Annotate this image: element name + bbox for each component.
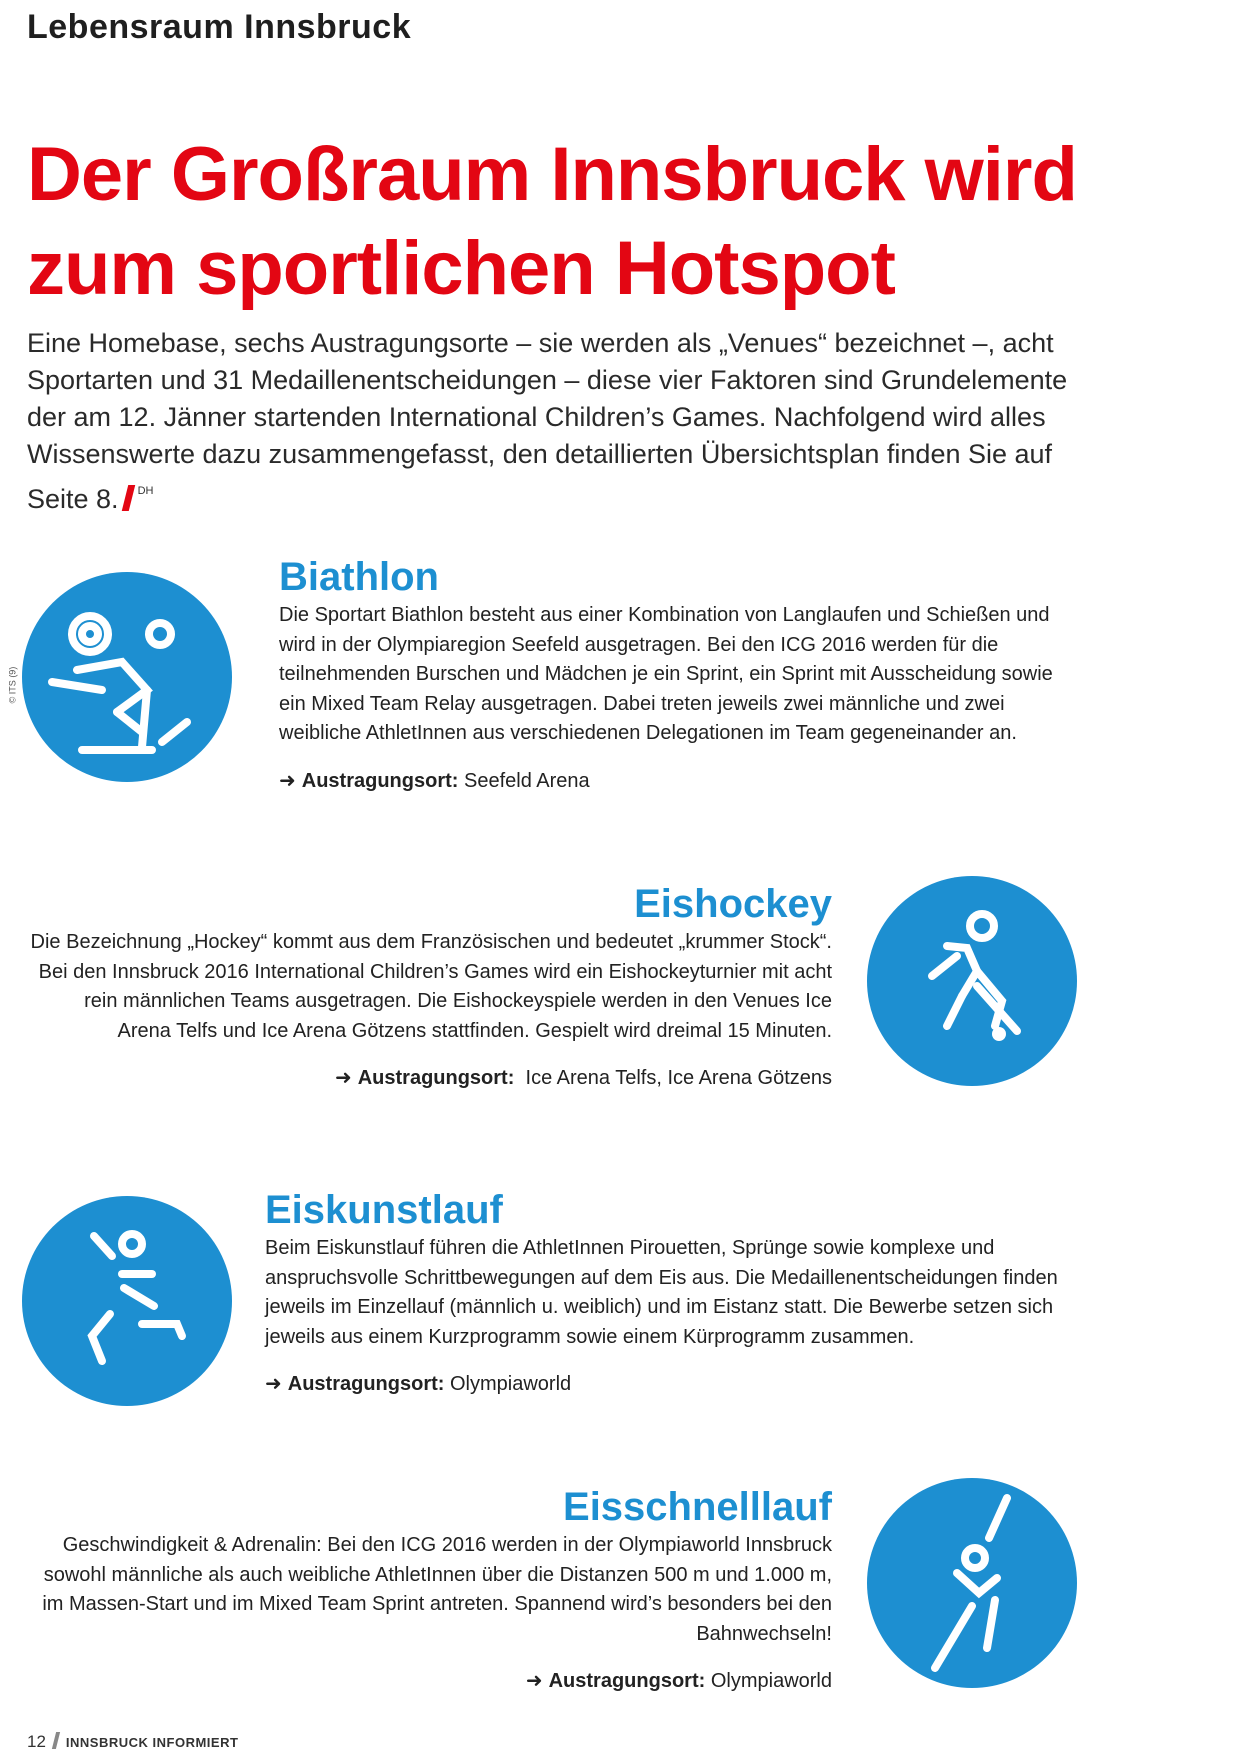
red-slash-marker xyxy=(121,485,134,511)
sport-title: Eishockey xyxy=(634,882,832,926)
page-number: 12 xyxy=(27,1732,46,1751)
sport-biathlon xyxy=(279,553,1059,796)
venue-value: Olympiaworld xyxy=(710,1670,832,1692)
figure-skating-icon xyxy=(22,1196,232,1406)
arrow-right-icon: ➜ xyxy=(525,1670,543,1692)
sport-title: Eiskunstlauf xyxy=(265,1188,503,1232)
arrow-right-icon: ➜ xyxy=(279,769,296,792)
sport-description: Geschwindigkeit & Adrenalin: Bei den ICG 2016 werden in der Olympiaworld Innsbruck sowohl männliche als auch weibliche AthletInnen über die Distanzen 500 m und 1.000 m, im Massen-Start und im Mixed Team Sprint antreten. Spannend wird’s besonders bei den Bahnwechseln! xyxy=(42,1534,832,1645)
intro-paragraph xyxy=(27,325,1087,518)
venue-value: Ice Arena Telfs, Ice Arena Götzens xyxy=(525,1067,832,1089)
sport-description: Beim Eiskunstlauf führen die AthletInnen Pirouetten, Sprünge sowie komplexe und anspruchsvolle Schrittbewegungen auf dem Eis aus. Die Medaillenentscheidungen finden jeweils im Einzellauf (männlich u. weiblich) und im Eistanz statt. Die Bewerbe setzen sich jeweils aus einem Kurzprogramm sowie einem Kürprogramm zusammen. xyxy=(265,1237,1058,1348)
biathlon-icon xyxy=(22,572,232,782)
page-footer xyxy=(27,1732,238,1752)
venue-label: Austragungsort: xyxy=(287,1373,445,1395)
venue-value: Seefeld Arena xyxy=(464,769,590,792)
sport-title: Biathlon xyxy=(279,555,439,599)
sport-description: Die Bezeichnung „Hockey“ kommt aus dem Französischen und bedeutet „krummer Stock“. Bei den Innsbruck 2016 International Children’s Games wird ein Eishockeyturnier mit acht rein männlichen Teams ausgetragen. Die Eishockeyspiele werden in den Venues Ice Arena Telfs und Ice Arena Götzens stattfinden. Gespielt wird dreimal 15 Minuten. xyxy=(30,931,832,1042)
intro-text: Eine Homebase, sechs Austragungsorte – sie werden als „Venues“ bezeichnet –, acht Sportarten und 31 Medaillenentscheidungen – diese vier Faktoren sind Grundelemente der am 12. Jänner startenden International Children’s Games. Nachfolgend wird alles Wissenswerte dazu zusammengefasst, den detaillierten Übersichtsplan finden Sie auf Seite 8. xyxy=(27,328,1068,514)
speed-skating-icon xyxy=(867,1478,1077,1688)
publication-name: INNSBRUCK INFORMIERT xyxy=(65,1735,239,1750)
venue-line xyxy=(279,767,1059,796)
sport-eishockey xyxy=(27,880,832,1093)
venue-line xyxy=(27,1667,832,1696)
arrow-right-icon: ➜ xyxy=(265,1373,282,1395)
venue-label: Austragungsort: xyxy=(357,1067,515,1089)
photo-credit: © ITS (9) xyxy=(7,666,18,704)
sport-title: Eisschnelllauf xyxy=(563,1485,832,1529)
page-headline xyxy=(27,128,1177,316)
headline-line-1: Der Großraum Innsbruck wird xyxy=(27,132,1077,217)
sport-eisschnelllauf xyxy=(27,1483,832,1696)
author-initials: DH xyxy=(137,485,154,497)
arrow-right-icon: ➜ xyxy=(334,1067,352,1089)
venue-line xyxy=(265,1370,1075,1399)
ice-hockey-icon xyxy=(867,876,1077,1086)
venue-value: Olympiaworld xyxy=(450,1373,572,1395)
section-label: Lebensraum Innsbruck xyxy=(27,8,412,46)
sport-eiskunstlauf xyxy=(265,1186,1075,1399)
venue-label: Austragungsort: xyxy=(548,1670,706,1692)
footer-slash-marker xyxy=(52,1732,60,1749)
venue-label: Austragungsort: xyxy=(301,769,459,792)
headline-line-2: zum sportlichen Hotspot xyxy=(27,226,895,311)
venue-line xyxy=(27,1064,832,1093)
sport-description: Die Sportart Biathlon besteht aus einer Kombination von Langlaufen und Schießen und wird in der Olympiaregion Seefeld ausgetragen. Bei den ICG 2016 werden für die teilnehmenden Burschen und Mädchen je ein Sprint, ein Sprint mit Ausscheidung sowie ein Mixed Team Relay ausgetragen. Dabei treten jeweils zwei männliche und zwei weibliche AthletInnen aus verschiedenen Delegationen im Team gegeneinander an. xyxy=(279,604,1053,744)
